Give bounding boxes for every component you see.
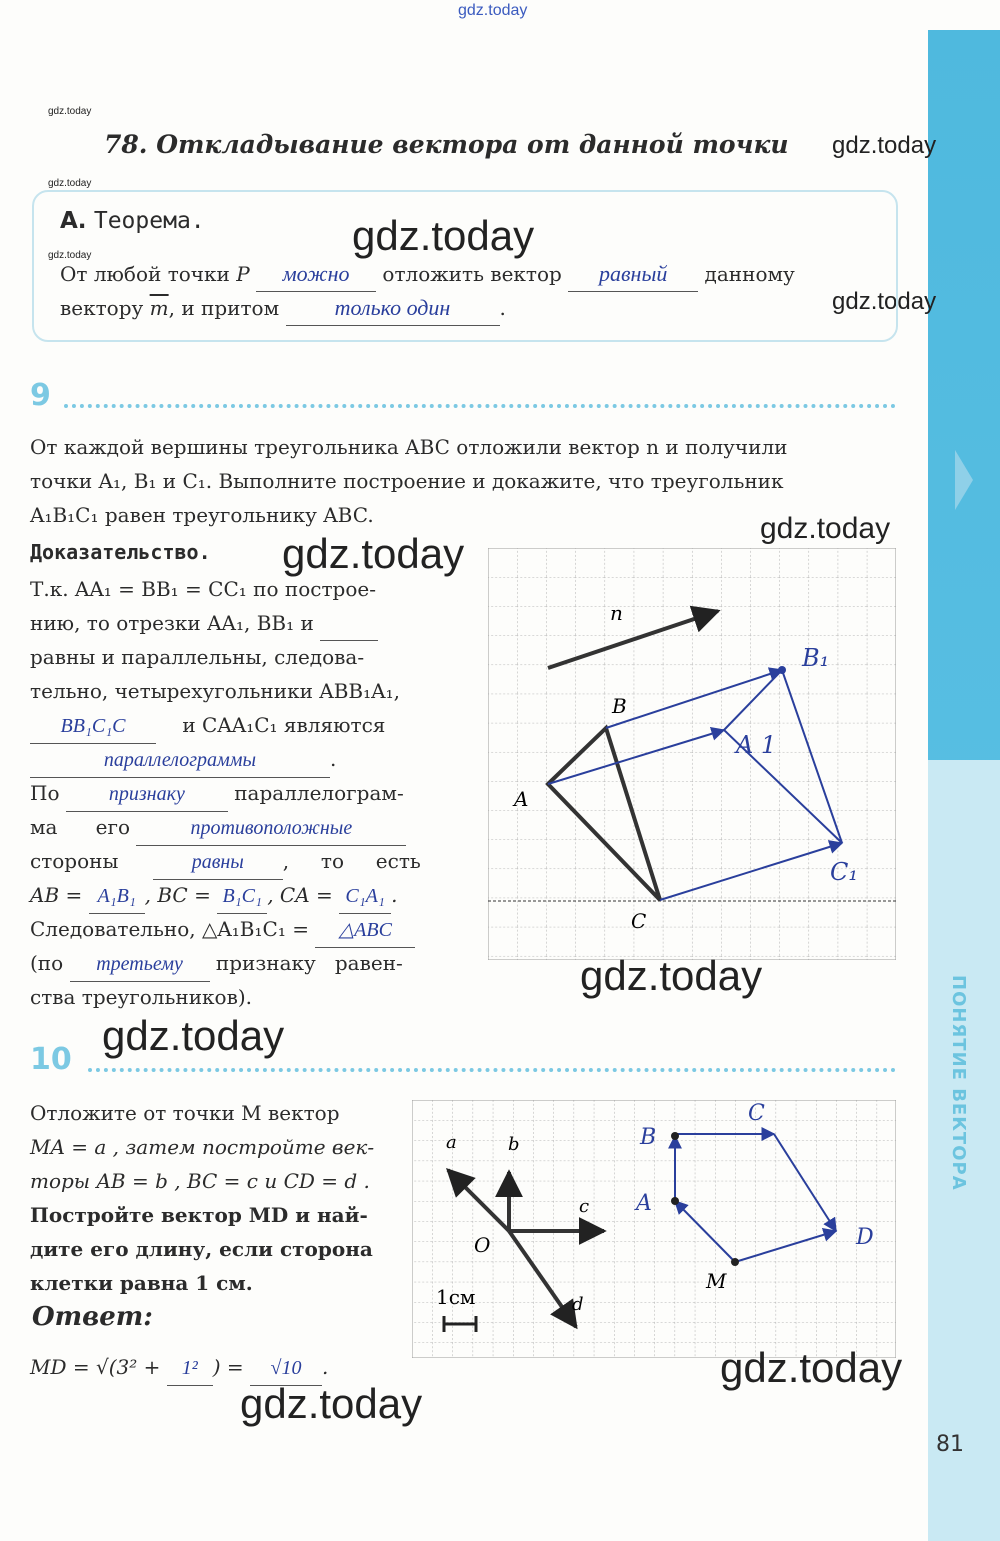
watermark-medium: gdz.today — [760, 512, 891, 545]
handwritten-answer: B₁C₁ — [217, 879, 267, 914]
theorem-text: . — [499, 296, 506, 320]
label-vec-a: a — [446, 1132, 457, 1153]
side-tab-arrow — [955, 450, 973, 510]
point-a — [671, 1197, 679, 1205]
scale-label: 1см — [436, 1285, 476, 1309]
handwritten-answer: только один — [286, 291, 500, 326]
proof-text: , то есть — [282, 849, 421, 873]
proof-text: ма его — [30, 815, 130, 839]
proof-line — [30, 946, 460, 982]
proof-line: равны и параллельны, следова- — [30, 645, 365, 669]
label-b: B — [640, 1125, 657, 1150]
task-divider — [88, 1068, 896, 1072]
proof-line — [30, 810, 460, 846]
task10-line: Отложите от точки M вектор — [30, 1101, 340, 1125]
point-b1 — [778, 666, 786, 674]
answer-text: ) = — [212, 1355, 244, 1379]
theorem-label: А. — [60, 208, 87, 234]
label-o: O — [474, 1233, 491, 1257]
point-m — [731, 1258, 739, 1266]
theorem-line-2 — [60, 291, 880, 326]
label-c: C — [631, 909, 647, 933]
proof-text: Следовательно, △A₁B₁C₁ = — [30, 917, 309, 941]
label-c1: C₁ — [830, 858, 858, 886]
handwritten-answer: √10 — [250, 1351, 322, 1386]
proof-text: AB = — [30, 883, 83, 907]
watermark-small: gdz.today — [48, 178, 92, 189]
proof-text: , BC = — [144, 883, 211, 907]
proof-heading: Доказательство. — [30, 540, 211, 564]
label-vec-b: b — [508, 1134, 520, 1155]
watermark-small: gdz.today — [48, 106, 92, 117]
label-a: A — [514, 787, 529, 811]
watermark-large: gdz.today — [282, 530, 465, 577]
proof-line — [30, 844, 460, 880]
task10-line: MA = a , затем постройте век- — [30, 1135, 375, 1159]
proof-line: Т.к. AA₁ = BB₁ = CC₁ по построе- — [30, 577, 376, 601]
proof-line — [30, 878, 460, 914]
watermark-large: gdz.today — [102, 1012, 285, 1059]
vector-m: $\overline{m}$ — [149, 296, 169, 320]
proof-text: и CAA₁C₁ являются — [182, 713, 386, 737]
answer-text: . — [322, 1355, 329, 1379]
proof-line — [30, 708, 460, 744]
task10-line: торы AB = b , BC = c и CD = d . — [30, 1169, 370, 1193]
handwritten-answer: равный — [568, 257, 698, 292]
proof-text: . — [391, 883, 398, 907]
label-b: B — [612, 694, 627, 718]
theorem-text: данному — [704, 262, 795, 286]
task10-line: дите его длину, если сторона — [30, 1237, 373, 1261]
handwritten-answer: параллелограммы — [30, 743, 330, 778]
theorem-line-1 — [60, 257, 880, 292]
proof-text: признаку равен- — [215, 951, 403, 975]
theorem-text: отложить вектор — [382, 262, 562, 286]
handwritten-answer: можно — [256, 257, 376, 292]
proof-line: ства треугольников). — [30, 985, 253, 1009]
label-n: n — [610, 601, 623, 625]
theorem-text: , и притом — [168, 296, 280, 320]
side-section-label: ПОНЯТИЕ ВЕКТОРА — [948, 975, 969, 1191]
proof-line — [30, 912, 470, 948]
label-c: C — [748, 1101, 765, 1126]
proof-line — [30, 742, 460, 778]
point-b — [671, 1132, 679, 1140]
task9-line: От каждой вершины треугольника ABC отложили вектор n и получили — [30, 435, 788, 459]
watermark-small: gdz.today — [48, 250, 92, 261]
page-number: 81 — [936, 1432, 964, 1457]
proof-text: стороны — [30, 849, 119, 873]
label-vec-c: c — [579, 1196, 590, 1217]
proof-text: параллелограм- — [234, 781, 404, 805]
watermark-large: gdz.today — [240, 1380, 423, 1427]
task-number: 10 — [30, 1042, 72, 1077]
watermark-large: gdz.today — [720, 1344, 903, 1391]
watermark-medium: gdz.today — [832, 132, 937, 159]
handwritten-answer: 1² — [167, 1351, 213, 1386]
label-a1: A 1 — [736, 731, 777, 759]
watermark-large: gdz.today — [580, 952, 763, 999]
theorem-heading — [60, 208, 205, 234]
handwritten-answer: третьему — [70, 947, 210, 982]
answer-heading: Ответ: — [32, 1302, 153, 1332]
point-p: P — [236, 262, 250, 286]
task10-line: Постройте вектор MD и най- — [30, 1203, 368, 1227]
watermark-top: gdz.today — [458, 2, 528, 19]
empty-blank — [320, 606, 378, 641]
label-m: M — [706, 1269, 727, 1293]
handwritten-answer: C₁A₁ — [339, 879, 391, 914]
handwritten-answer: признаку — [66, 777, 228, 812]
task-divider — [64, 404, 896, 408]
label-b1: B₁ — [802, 644, 830, 672]
handwritten-answer: A₁B₁ — [89, 879, 145, 914]
theorem-text: вектору — [60, 296, 144, 320]
task10-figure — [412, 1100, 896, 1358]
handwritten-answer: △ABC — [315, 913, 415, 948]
task10-line: клетки равна 1 см. — [30, 1271, 253, 1295]
watermark-medium: gdz.today — [832, 288, 937, 315]
label-vec-d: d — [572, 1294, 584, 1315]
label-a: A — [636, 1191, 652, 1216]
proof-line: тельно, четырехугольники ABB₁A₁, — [30, 679, 400, 703]
proof-text: (по — [30, 951, 64, 975]
handwritten-answer: противоположные — [136, 811, 406, 846]
task-number: 9 — [30, 378, 51, 413]
section-title: 78. Откладывание вектора от данной точки — [104, 130, 789, 159]
theorem-text: От любой точки — [60, 262, 230, 286]
watermark-large: gdz.today — [352, 212, 535, 259]
proof-text: нию, то отрезки AA₁, BB₁ и — [30, 611, 314, 635]
task9-line: A₁B₁C₁ равен треугольнику ABC. — [30, 503, 374, 527]
proof-line — [30, 776, 460, 812]
proof-line — [30, 606, 460, 641]
task9-line: точки A₁, B₁ и C₁. Выполните построение и докажите, что треугольник — [30, 469, 784, 493]
task9-figure — [488, 548, 896, 960]
proof-text: По — [30, 781, 60, 805]
label-d: D — [856, 1225, 874, 1250]
proof-text: , CA = — [267, 883, 333, 907]
handwritten-answer: BB₁C₁C — [30, 709, 156, 744]
theorem-heading-text: Теорема. — [93, 208, 205, 234]
grid-background — [488, 548, 896, 960]
proof-text: . — [330, 747, 337, 771]
handwritten-answer: равны — [153, 845, 283, 880]
answer-text: MD = √(3² + — [30, 1355, 161, 1379]
